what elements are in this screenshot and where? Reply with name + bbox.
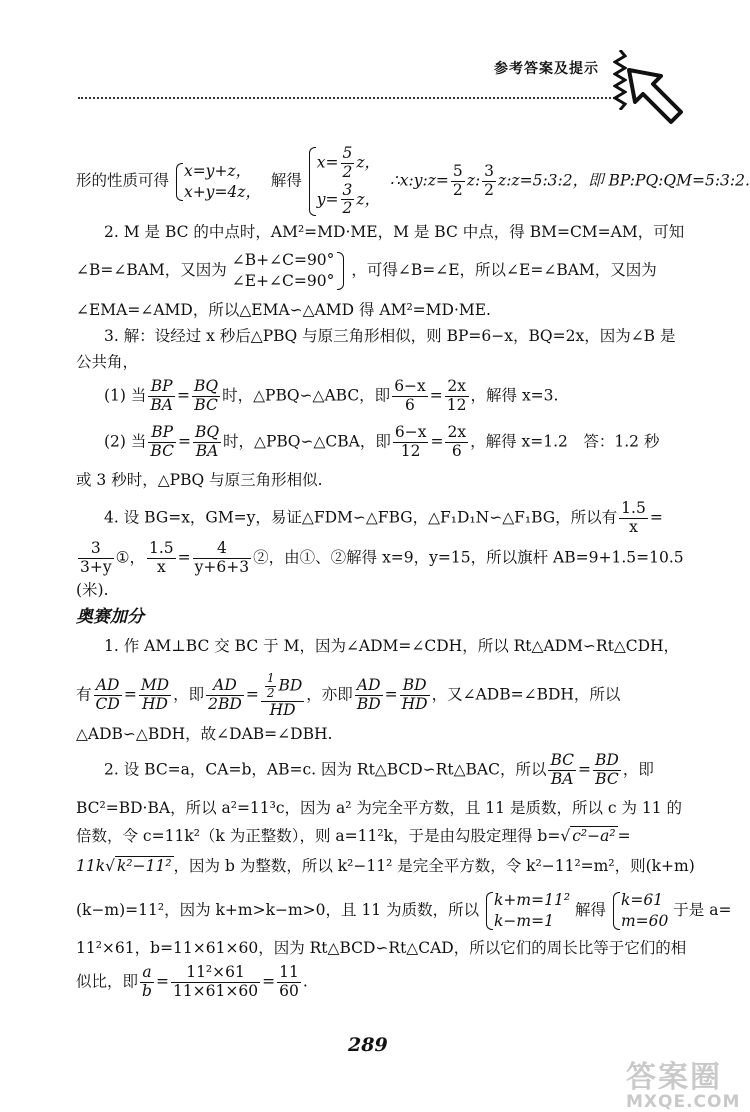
text-line: △ADB∽△BDH，故∠DAB=∠DBH. [76,725,333,743]
text-line: 11²×61，b=11×61×60，因为 Rt△BCD∽Rt△CAD，所以它们的周长比等于它们的相 [76,939,687,957]
page-number: 289 [348,1034,388,1056]
text-line: 4. 设 BG=x，GM=y，易证△FDM∽△FBG，△F₁D₁N∽△F₁BG，所以有 $\frac{1.5}{x}$ = [104,499,663,536]
text-line: (k−m)=11²，因为 k+m>k−m>0，且 11 为质数，所以 k+m=11² k−m=1 解得 k=61 m=60 于是 a= [76,891,732,930]
equation-system: k+m=11² k−m=1 [484,890,570,932]
text-line: 公共角， [76,353,139,371]
equation-system: x= $\frac{5}{2}$ z， y= $\frac{3}{2}$ z， [307,145,380,218]
text-line: 2. 设 BC=a，CA=b，AB=c. 因为 Rt△BCD∽Rt△BAC，所以 $\frac{BC}{BA}$ = $\frac{BD}{BC}$ ，即 [104,751,654,788]
equation-system: k=61 m=60 [611,890,668,932]
text-line: 或 3 秒时，△PBQ 与原三角形相似. [76,471,323,489]
text-line: BC²=BD·BA，所以 a²=11³c，因为 a² 为完全平方数，且 11 是质数，所以 c 为 11 的 [76,799,683,817]
text-line: 2. M 是 BC 的中点时，AM²=MD·ME，M 是 BC 中点，得 BM=CM=AM，可知 [104,223,685,241]
watermark: 答案圈 MXQE.COM [626,1060,741,1112]
arrow-decoration-icon [625,66,685,126]
text-line: 似比，即 $\frac{a}{b}$ = $\frac{\text{11²×61}}{11\times 61\times 60}$ = $\frac{11}{60}$ . [76,963,308,1000]
text-line: 倍数，令 c=11k²（k 为正整数），则 a=11²k，于是由勾股定理得 b=√ c²−a² = [76,827,631,845]
header-title: 参考答案及提示 [494,61,599,77]
text-line: (米). [76,581,109,599]
text-line: 1. 作 AM⊥BC 交 BC 于 M，因为∠ADM=∠CDH，所以 Rt△ADM∽Rt△CDH， [104,637,680,655]
text-line: $\frac{3}{3+y}$ ①， $\frac{1.5}{x}$ = $\frac{4}{y+6+3}$ ②，由①、②解得 x=9，y=15，所以旗杆 AB=9+1.5=10.5 [80,539,684,576]
header-dotted-rule [78,97,618,99]
text-line: ∠B=∠BAM，又因为 ∠B+∠C=90° ∠E+∠C=90° ，可得∠B=∠E，所以∠E=∠BAM，又因为 [76,251,657,290]
section-heading: 奥赛加分 [76,607,144,627]
text-line: 形的性质可得 x=y+z， x+y=4z， 解得 x= $\frac{5}{2}$ z， y= $\frac{3}{2}$ z， ∴x:y:z= $\frac{5}{2}$ z: $\frac{3}{2}$ z:z=5:3:2，即 BP:PQ:QM=5:3:2. [76,144,750,218]
equation-system: ∠B+∠C=90° ∠E+∠C=90° [232,250,347,292]
text-line: (1) 当 $\frac{BP}{BA}$ = $\frac{BQ}{BC}$ 时，△PBQ∽△ABC，即 $\frac{6-x}{6}$ = $\frac{2x}{12}$ ，解得 x=3. [104,377,559,414]
text-line: 有 $\frac{AD}{CD}$ = $\frac{MD}{HD}$ ，即 $\frac{AD}{2BD}$ = $\frac{1}{2}$ BD HD ，亦即 $\frac{AD}{BD}$ = $\frac{BD}{HD}$ ，又∠ADB=∠BDH，所以 [76,671,621,719]
equation-system: x=y+z， x+y=4z， [174,161,261,203]
text-line: ∠EMA=∠AMD，所以△EMA∽△AMD 得 AM²=MD·ME. [76,301,491,319]
text-line: 11k√ k²−11² ，因为 b 为整数，所以 k²−11² 是完全平方数，令 k²−11²=m²，则(k+m) [76,857,695,875]
text-line: 3. 解：设经过 x 秒后△PBQ 与原三角形相似，则 BP=6−x，BQ=2x，因为∠B 是 [104,327,676,345]
text-line: (2) 当 $\frac{BP}{BC}$ = $\frac{BQ}{BA}$ 时，△PBQ∽△CBA，即 $\frac{6-x}{12}$ = $\frac{2x}{6}$ ，解得 x=1.2 答：1.2 秒 [104,423,660,460]
